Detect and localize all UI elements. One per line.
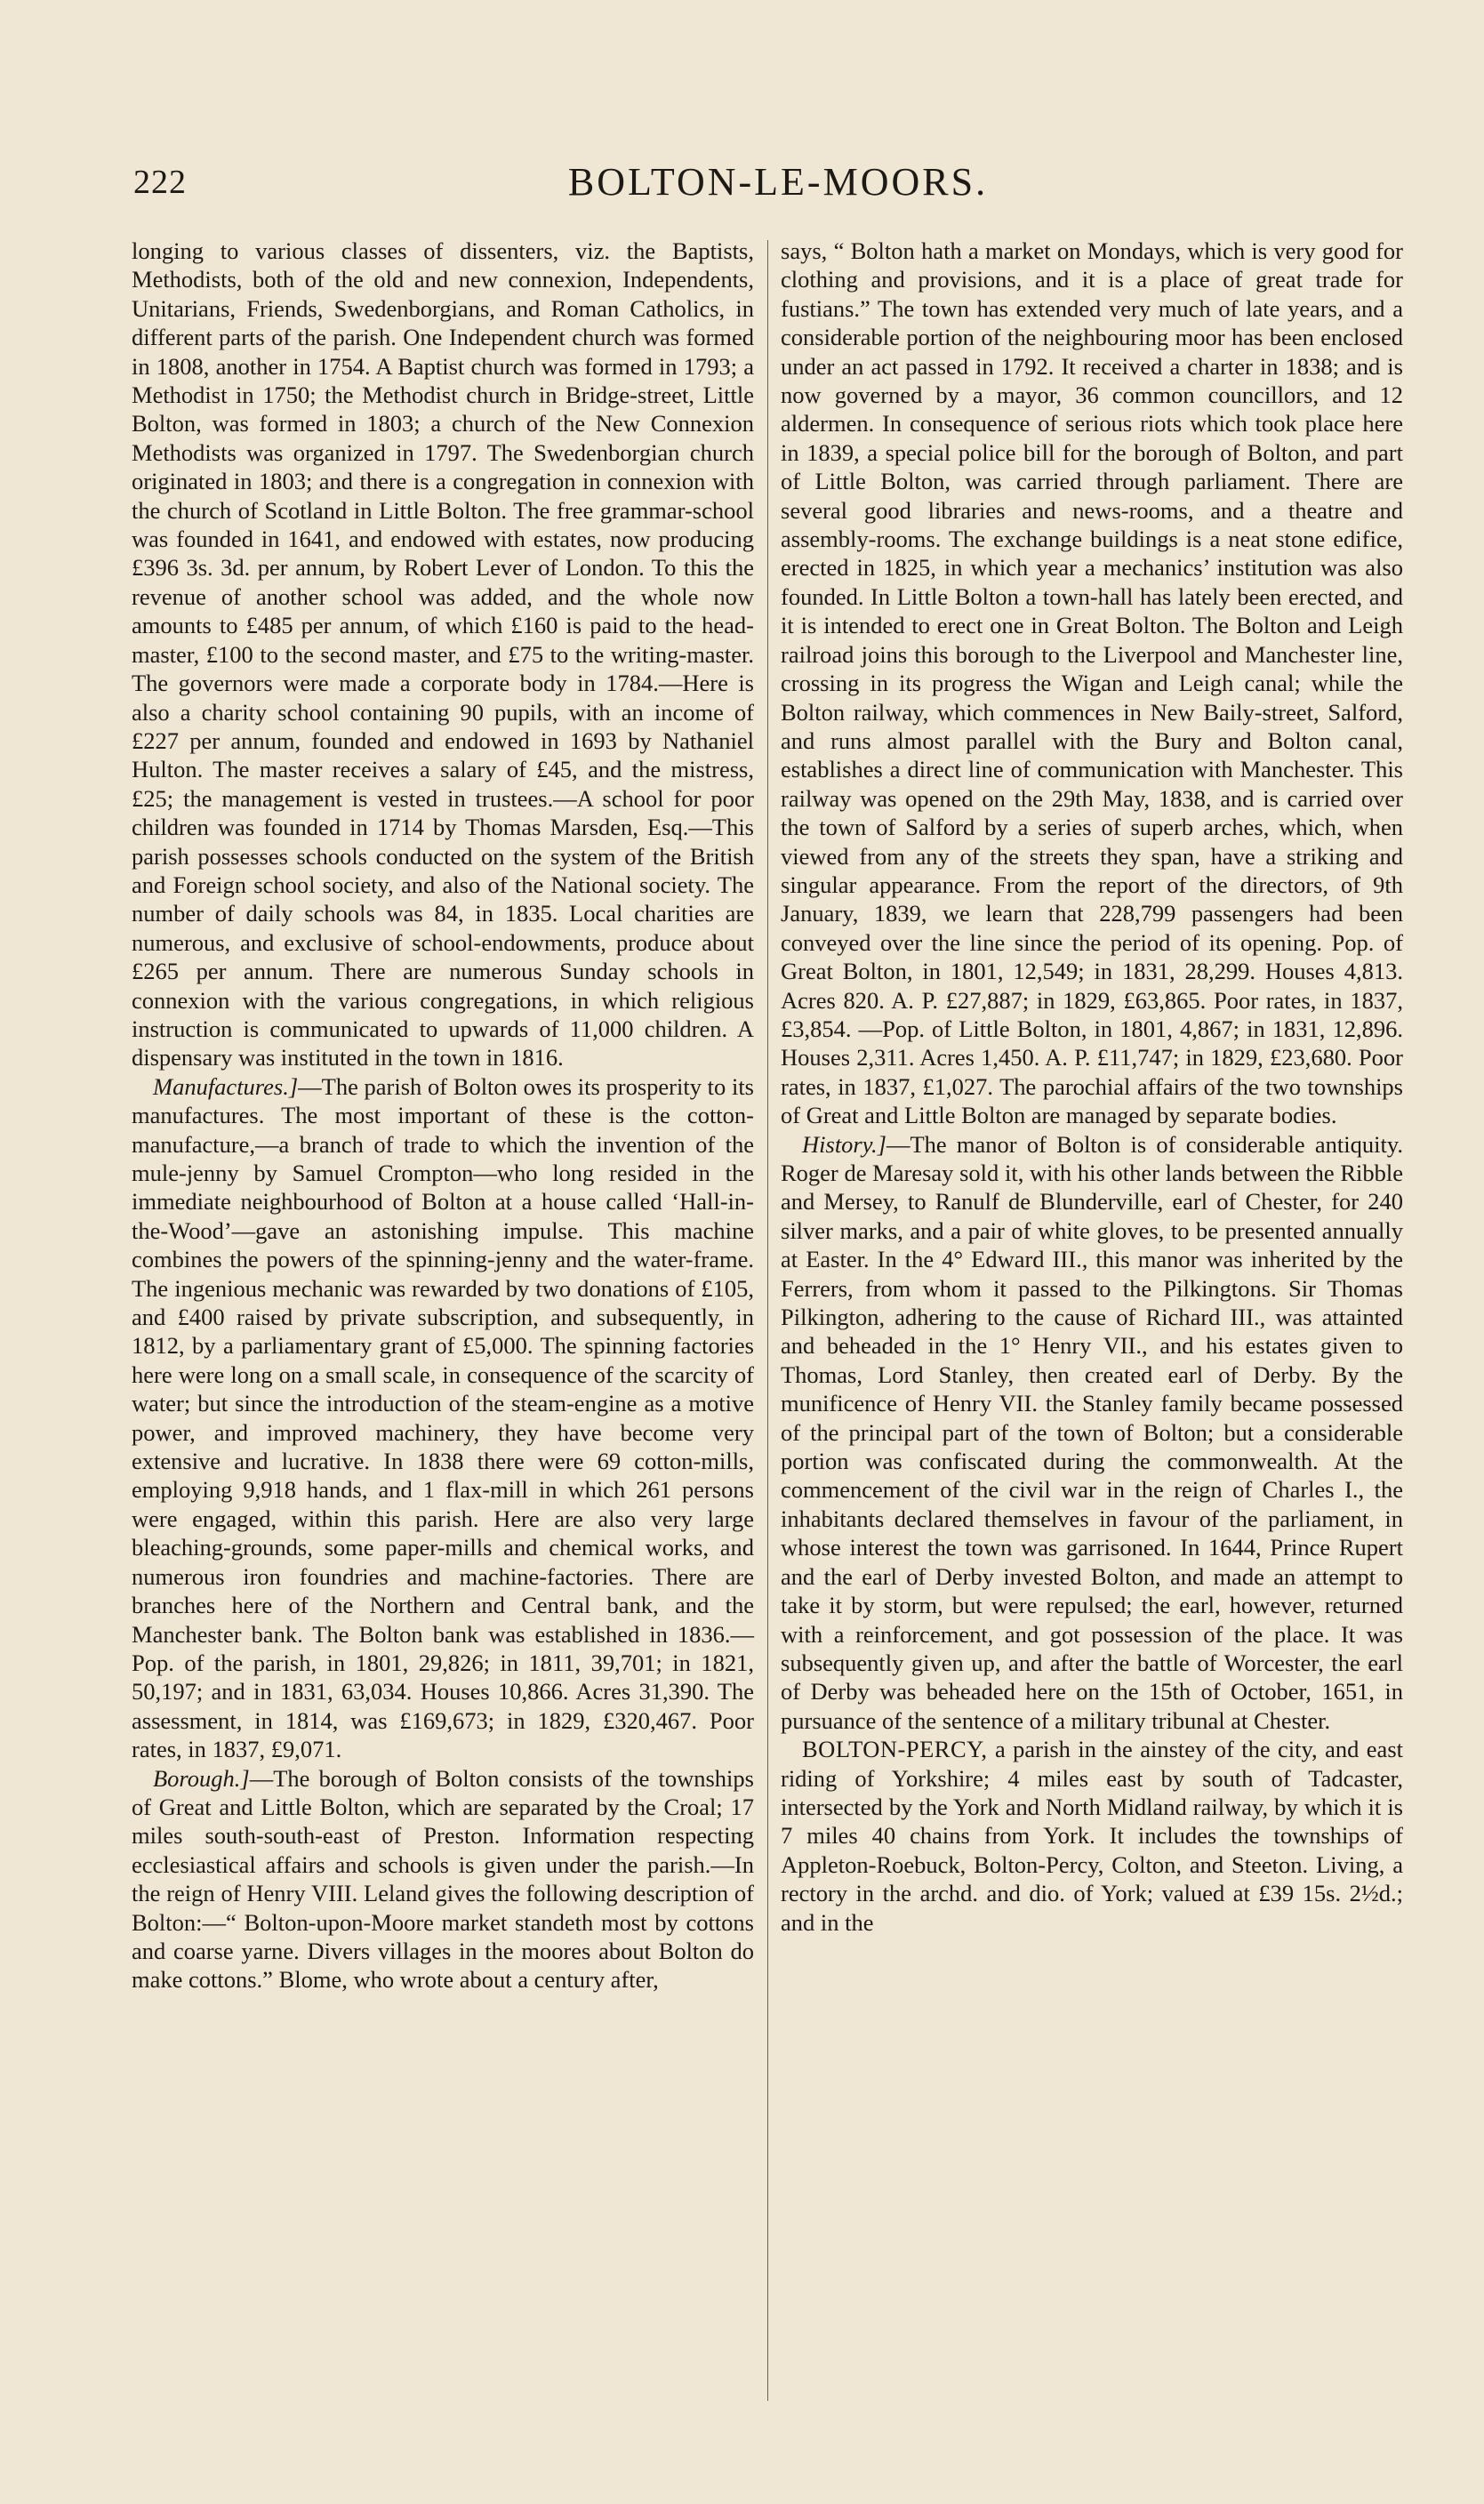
bolton-percy-text: a parish in the ainstey of the city, and east riding of Yorkshire; 4 miles east by south of Tadcaster, intersected by the York and North Midland railway, by which it is 7 miles 40 chains from York. It includes the townships of Appleton-Roebuck, Bolton-Percy, Colton, and Steeton. Living, a rectory in the archd. and dio. of York; valued at £39 15s. 2½d.; and in the <box>781 1736 1403 1936</box>
paragraph-dissenters: longing to various classes of dissenters, viz. the Baptists, Methodists, both of the old and new connexion, Independents, Unitarians, Friends, Swedenborgians, and Roman Catholics, in different parts of the parish. One Independent church was formed in 1808, another in 1754. A Baptist church was formed in 1793; a Methodist in 1750; the Methodist church in Bridge-street, Little Bolton, was formed in 1803; a church of the New Connexion Methodists was organized in 1797. The Swedenborgian church originated in 1803; and there is a congregation in connexion with the church of Scotland in Little Bolton. The free grammar-school was founded in 1641, and endowed with estates, now producing £396 3s. 3d. per annum, by Robert Lever of London. To this the revenue of another school was added, and the whole now amounts to £485 per annum, of which £160 is paid to the head-master, £100 to the second master, and £75 to the writing-master. The governors were made a corporate body in 1784.—Here is also a charity school containing 90 pupils, with an income of £227 per annum, founded and endowed in 1693 by Nathaniel Hulton. The master receives a salary of £45, and the mistress, £25; the management is vested in trustees.—A school for poor children was founded in 1714 by Thomas Marsden, Esq.—This parish possesses schools conducted on the system of the British and Foreign school society, and also of the National society. The number of daily schools was 84, in 1835. Local charities are numerous, and exclusive of school-endowments, produce about £265 per annum. There are numerous Sunday schools in connexion with the various congregations, in which religious instruction is communicated to upwards of 11,000 children. A dispensary was instituted in the town in 1816. <box>132 237 754 1071</box>
right-column <box>781 237 1403 1937</box>
paragraph-borough-continued: says, “ Bolton hath a market on Mondays, which is very good for clothing and provisions, and it is a place of great trade for fustians.” The town has extended very much of late years, and a considerable portion of the neighbouring moor has been enclosed under an act passed in 1792. It received a charter in 1838; and is now governed by a mayor, 36 common councillors, and 12 aldermen. In consequence of serious riots which took place here in 1839, a special police bill for the borough of Bolton, and part of Little Bolton, was carried through parliament. There are several good libraries and news-rooms, and a theatre and assembly-rooms. The exchange buildings is a neat stone edifice, erected in 1825, in which year a mechanics’ institution was also founded. In Little Bolton a town-hall has lately been erected, and it is intended to erect one in Great Bolton. The Bolton and Leigh railroad joins this borough to the Liverpool and Manchester line, crossing in its progress the Wigan and Leigh canal; while the Bolton railway, which commences in New Baily-street, Salford, and runs almost parallel with the Bury and Bolton canal, establishes a direct line of communication with Manchester. This railway was opened on the 29th May, 1838, and is carried over the town of Salford by a series of superb arches, which, when viewed from any of the streets they span, have a striking and singular appearance. From the report of the directors, of 9th January, 1839, we learn that 228,799 passengers had been conveyed over the line since the period of its opening. Pop. of Great Bolton, in 1801, 12,549; in 1831, 28,299. Houses 4,813. Acres 820. A. P. £27,887; in 1829, £63,865. Poor rates, in 1837, £3,854. —Pop. of Little Bolton, in 1801, 4,867; in 1831, 12,896. Houses 2,311. Acres 1,450. A. P. £11,747; in 1829, £23,680. Poor rates, in 1837, £1,027. The parochial affairs of the two townships of Great and Little Bolton are managed by separate bodies. <box>781 237 1403 1129</box>
section-heading-manufactures: Manufactures.] <box>153 1072 299 1100</box>
manufactures-text: —The parish of Bolton owes its prosperity to its manufactures. The most important of these is the cotton-manufacture,—a branch of trade to which the invention of the mule-jenny by Samuel Crompton—who long resided in the immediate neighbourhood of Bolton at a house called ‘Hall-in-the-Wood’—gave an astonishing impulse. This machine combines the powers of the spinning-jenny and the water-frame. The ingenious mechanic was rewarded by two donations of £105, and £400 raised by private subscription, and subsequently, in 1812, by a parliamentary grant of £5,000. The spinning factories here were long on a small scale, in consequence of the scarcity of water; but since the introduction of the steam-engine as a motive power, and improved machinery, they have become very extensive and lucrative. In 1838 there were 69 cotton-mills, employing 9,918 hands, and 1 flax-mill in which 261 persons were engaged, within this parish. Here are also very large bleaching-grounds, some paper-mills and chemical works, and numerous iron foundries and machine-factories. There are branches here of the Northern and Central bank, and the Manchester bank. The Bolton bank was established in 1836.—Pop. of the parish, in 1801, 29,826; in 1811, 39,701; in 1821, 50,197; and in 1831, 63,034. Houses 10,866. Acres 31,390. The assessment, in 1814, was £169,673; in 1829, £320,467. Poor rates, in 1837, £9,071. <box>132 1072 754 1763</box>
section-heading-borough: Borough.] <box>153 1764 250 1792</box>
entry-bolton-percy <box>781 1735 1403 1937</box>
running-title: BOLTON-LE-MOORS. <box>567 160 989 204</box>
section-heading-history: History.] <box>802 1130 886 1158</box>
paragraph-borough <box>132 1764 754 1994</box>
history-text: —The manor of Bolton is of considerable antiquity. Roger de Maresay sold it, with his other lands between the Ribble and Mersey, to Ranulf de Blunderville, earl of Chester, for 240 silver marks, and a pair of white gloves, to be presented annually at Easter. In the 4° Edward III., this manor was inherited by the Ferrers, from whom it passed to the Pilkingtons. Sir Thomas Pilkington, adhering to the cause of Richard III., was attainted and beheaded in the 1° Henry VII., and his estates given to Thomas, Lord Stanley, then created earl of Derby. By the munificence of Henry VII. the Stanley family became possessed of the principal part of the town of Bolton; but a considerable portion was confiscated during the commonwealth. At the commencement of the civil war in the reign of Charles I., the inhabitants declared themselves in favour of the parliament, in whose interest the town was garrisoned. In 1644, Prince Rupert and the earl of Derby invested Bolton, and made an attempt to take it by storm, but were repulsed; the earl, however, returned with a reinforcement, and got possession of the place. It was subsequently given up, and after the battle of Worcester, the earl of Derby was beheaded here on the 15th of October, 1651, in pursuance of the sentence of a military tribunal at Chester. <box>781 1130 1403 1734</box>
left-column <box>132 237 754 1994</box>
borough-text: —The borough of Bolton consists of the townships of Great and Little Bolton, which are separated by the Croal; 17 miles south-south-east of Preston. Information respecting ecclesiastical affairs and schools is given under the parish.—In the reign of Henry VIII. Leland gives the following description of Bolton:—“ Bolton-upon-Moore market standeth most by cottons and coarse yarne. Divers villages in the moores about Bolton do make cottons.” Blome, who wrote about a century after, <box>132 1764 754 1994</box>
column-divider <box>767 240 768 2401</box>
page-number: 222 <box>133 164 187 201</box>
paragraph-history <box>781 1130 1403 1736</box>
paragraph-manufactures <box>132 1072 754 1764</box>
entry-title-bolton-percy: BOLTON-PERCY, <box>802 1736 988 1763</box>
page-header <box>133 156 1423 218</box>
